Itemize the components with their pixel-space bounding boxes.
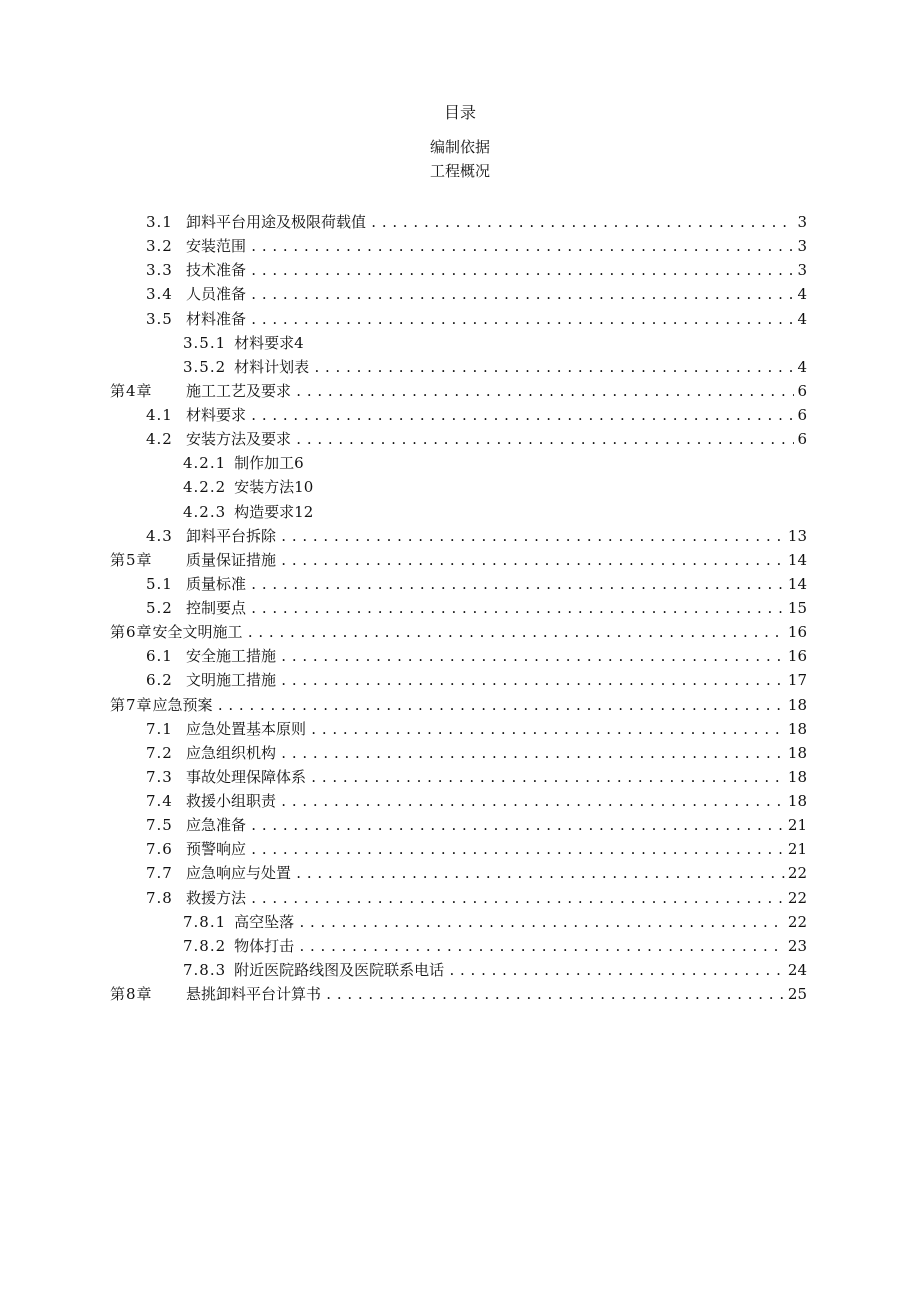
- toc-entry-page: 16: [785, 644, 807, 668]
- toc-entry-page: 6: [794, 379, 807, 403]
- toc-entry-label: 应急组织机构: [186, 743, 277, 762]
- toc-entry-page: 23: [785, 934, 807, 958]
- toc-heading-basis: 编制依据: [429, 138, 490, 156]
- toc-entry-text: [146, 861, 804, 885]
- toc-entry-text: [146, 282, 804, 306]
- toc-entry-label: 安全施工措施: [186, 647, 277, 666]
- toc-entry-text: [183, 500, 804, 524]
- toc-entry[interactable]: [0, 620, 920, 644]
- toc-entry-page: 22: [785, 861, 807, 885]
- toc-entry-label: 应急准备: [186, 816, 247, 835]
- toc-entry-text: [146, 210, 804, 234]
- toc-entry-label: 高空坠落: [234, 912, 295, 931]
- toc-entry-page: 18: [785, 741, 807, 765]
- toc-entry-text: [146, 813, 804, 837]
- toc-entry-number: 7.3: [146, 767, 173, 786]
- toc-entry-page: 3: [794, 258, 807, 282]
- toc-entry[interactable]: [0, 331, 920, 355]
- toc-entry[interactable]: [0, 307, 920, 331]
- toc-entry-text: [146, 234, 804, 258]
- toc-entry[interactable]: [0, 886, 920, 910]
- toc-entry-number: 3.4: [146, 285, 173, 304]
- toc-entry-label: 物体打击: [234, 936, 295, 955]
- table-of-contents: [0, 210, 920, 1006]
- toc-entry-label: 附近医院路线图及医院联系电话: [234, 960, 445, 979]
- toc-entry-page: 18: [785, 765, 807, 789]
- toc-entry-number: 3.3: [146, 261, 173, 280]
- toc-entry[interactable]: [0, 982, 920, 1006]
- toc-entry-number: 7.5: [146, 816, 173, 835]
- toc-entry-label: 安全文明施工: [152, 623, 243, 642]
- toc-entry[interactable]: [0, 210, 920, 234]
- toc-entry-number: 第6章: [110, 623, 153, 642]
- toc-entry[interactable]: [0, 910, 920, 934]
- toc-entry-page: 21: [785, 837, 807, 861]
- toc-entry[interactable]: [0, 813, 920, 837]
- toc-entry-label: 质量保证措施: [186, 550, 277, 569]
- toc-entry-label: 悬挑卸料平台计算书: [186, 985, 322, 1003]
- toc-entry-number: 7.8: [146, 888, 173, 907]
- toc-entry-label: 事故处理保障体系: [186, 767, 307, 786]
- toc-entry-number: 4.3: [146, 526, 173, 545]
- toc-entry-page: 22: [785, 886, 807, 910]
- toc-entry-number: 7.8.1: [183, 912, 227, 931]
- toc-entry-text: [146, 668, 804, 692]
- toc-entry-text: [146, 403, 804, 427]
- toc-entry-text: [110, 548, 804, 572]
- toc-entry-text: [183, 355, 804, 379]
- toc-entry-label: 救援方法: [186, 888, 247, 907]
- toc-entry-number: 7.4: [146, 792, 173, 810]
- toc-entry[interactable]: [0, 789, 920, 813]
- toc-entry[interactable]: [0, 258, 920, 282]
- toc-entry-page: 4: [794, 307, 807, 331]
- toc-entry-number: 第7章: [110, 695, 153, 714]
- toc-entry-label: 材料准备: [186, 309, 247, 328]
- toc-entry-label: 安装方法10: [234, 478, 314, 497]
- toc-entry-text: [110, 379, 804, 403]
- toc-entry-page: 18: [785, 789, 807, 813]
- toc-entry[interactable]: [0, 765, 920, 789]
- toc-entry-number: 7.8.2: [183, 936, 227, 955]
- toc-entry[interactable]: [0, 355, 920, 379]
- toc-entry-text: [146, 307, 804, 331]
- toc-entry[interactable]: [0, 451, 920, 475]
- toc-entry-label: 救援小组职责: [186, 792, 277, 810]
- toc-entry[interactable]: [0, 500, 920, 524]
- toc-entry-text: [183, 331, 804, 355]
- toc-entry[interactable]: [0, 837, 920, 861]
- toc-entry[interactable]: [0, 596, 920, 620]
- toc-entry-label: 文明施工措施: [186, 671, 277, 690]
- toc-entry-number: 6.2: [146, 671, 173, 690]
- toc-entry-label: 构造要求12: [234, 502, 314, 521]
- toc-entry-text: [146, 596, 804, 620]
- toc-entry-page: 21: [785, 813, 807, 837]
- toc-entry-number: 3.5.2: [183, 357, 227, 376]
- toc-entry-label: 安装范围: [186, 237, 247, 256]
- toc-entry-page: 3: [794, 234, 807, 258]
- toc-entry-text: [183, 451, 804, 475]
- toc-entry-text: [146, 741, 804, 765]
- toc-entry-number: 第8章: [110, 985, 153, 1003]
- toc-entry-text: [146, 837, 804, 861]
- toc-entry-number: 5.2: [146, 599, 173, 617]
- toc-entry-text: [146, 524, 804, 548]
- toc-entry-number: 4.2.1: [183, 454, 227, 473]
- toc-entry[interactable]: [0, 717, 920, 741]
- toc-entry-label: 施工工艺及要求: [186, 381, 292, 400]
- toc-entry[interactable]: [0, 572, 920, 596]
- toc-entry-page: 25: [785, 982, 807, 1006]
- toc-entry-text: [146, 427, 804, 451]
- toc-entry-number: 5.1: [146, 574, 173, 593]
- toc-entry-text: [146, 886, 804, 910]
- toc-entry-number: 4.1: [146, 406, 173, 424]
- toc-entry-page: 17: [785, 668, 807, 692]
- toc-entry-page: 18: [785, 693, 807, 717]
- toc-entry-text: [183, 910, 804, 934]
- toc-entry-text: [110, 620, 804, 644]
- toc-entry-page: 13: [785, 524, 807, 548]
- toc-entry-number: 3.5.1: [183, 333, 227, 352]
- toc-entry-page: 22: [785, 910, 807, 934]
- toc-entry[interactable]: [0, 668, 920, 692]
- toc-entry-label: 应急响应与处置: [186, 864, 292, 883]
- toc-entry-number: 第5章: [110, 550, 153, 569]
- toc-entry-label: 制作加工6: [234, 454, 304, 473]
- toc-entry-label: 卸料平台拆除: [186, 526, 277, 545]
- toc-entry-text: [146, 765, 804, 789]
- toc-entry-number: 7.2: [146, 743, 173, 762]
- toc-entry-label: 材料计划表: [234, 357, 310, 376]
- toc-entry-label: 技术准备: [186, 261, 247, 280]
- toc-entry-page: 3: [794, 210, 807, 234]
- toc-entry[interactable]: [0, 524, 920, 548]
- toc-entry-label: 材料要求: [186, 406, 247, 424]
- toc-entry-label: 安装方法及要求: [186, 430, 292, 449]
- toc-entry[interactable]: [0, 934, 920, 958]
- toc-entry-label: 预警响应: [186, 840, 247, 859]
- toc-entry-page: 6: [794, 403, 807, 427]
- toc-entry-label: 人员准备: [186, 285, 247, 304]
- toc-entry[interactable]: [0, 548, 920, 572]
- toc-entry[interactable]: [0, 958, 920, 982]
- toc-entry[interactable]: [0, 403, 920, 427]
- toc-heading-overview: 工程概况: [429, 162, 490, 180]
- toc-entry-number: 7.7: [146, 864, 173, 883]
- toc-entry-page: 16: [785, 620, 807, 644]
- toc-entry-page: 4: [794, 355, 807, 379]
- page-title: 目录: [443, 103, 476, 122]
- toc-entry[interactable]: [0, 282, 920, 306]
- toc-entry-number: 4.2: [146, 430, 173, 449]
- toc-entry[interactable]: [0, 861, 920, 885]
- toc-entry-number: 4.2.2: [183, 478, 227, 497]
- toc-entry-page: 15: [785, 596, 807, 620]
- toc-entry-number: 3.1: [146, 213, 173, 231]
- toc-entry[interactable]: [0, 379, 920, 403]
- toc-entry-label: 控制要点: [186, 599, 247, 617]
- toc-entry-page: 18: [785, 717, 807, 741]
- toc-entry-label: 应急预案: [152, 695, 213, 714]
- toc-entry-page: 14: [785, 548, 807, 572]
- toc-entry-text: [146, 644, 804, 668]
- toc-entry-text: [183, 475, 804, 499]
- toc-entry-label: 应急处置基本原则: [186, 719, 307, 738]
- toc-entry-text: [183, 958, 804, 982]
- toc-entry[interactable]: [0, 427, 920, 451]
- toc-entry-text: [146, 789, 804, 813]
- toc-entry-number: 7.1: [146, 719, 173, 738]
- toc-entry-page: 6: [794, 427, 807, 451]
- toc-entry-text: [146, 717, 804, 741]
- toc-entry-number: 3.2: [146, 237, 173, 256]
- toc-entry-label: 质量标准: [186, 574, 247, 593]
- toc-entry-label: 卸料平台用途及极限荷载值: [186, 213, 367, 231]
- toc-entry-page: 24: [785, 958, 807, 982]
- toc-entry-label: 材料要求4: [234, 333, 304, 352]
- toc-entry[interactable]: [0, 741, 920, 765]
- toc-entry-page: 14: [785, 572, 807, 596]
- toc-entry-number: 4.2.3: [183, 502, 227, 521]
- toc-entry-text: [146, 572, 804, 596]
- toc-entry[interactable]: [0, 475, 920, 499]
- toc-entry-text: [146, 258, 804, 282]
- toc-entry-text: [110, 982, 804, 1006]
- toc-entry-number: 第4章: [110, 381, 153, 400]
- toc-entry-page: 4: [794, 282, 807, 306]
- toc-entry-number: 7.8.3: [183, 960, 227, 979]
- toc-entry[interactable]: [0, 693, 920, 717]
- toc-entry-text: [110, 693, 804, 717]
- toc-entry-number: 7.6: [146, 840, 173, 859]
- toc-entry[interactable]: [0, 644, 920, 668]
- toc-entry-number: 3.5: [146, 309, 173, 328]
- toc-entry[interactable]: [0, 234, 920, 258]
- toc-entry-number: 6.1: [146, 647, 173, 666]
- toc-entry-text: [183, 934, 804, 958]
